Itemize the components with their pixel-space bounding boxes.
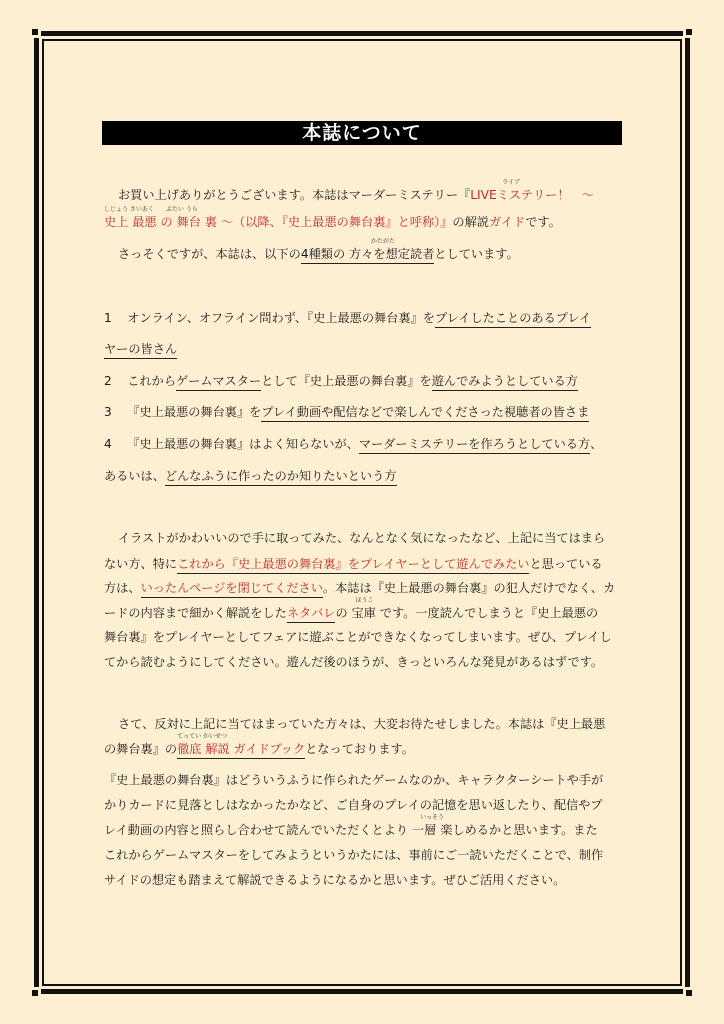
list-item-3: 3 『史上最悪の舞台裏』をプレイ動画や配信などで楽しんでくださった視聴者の皆さま: [104, 404, 589, 420]
list-item-4: 4 『史上最悪の舞台裏』はよく知らないが、マーダーミステリーを作ろうとしている方、: [104, 436, 602, 452]
closing-line-5: いっそう レイ動画の内容と照らし合わせて読んでいただくとより 一層 楽しめるかと思います。また: [104, 814, 598, 837]
frame-corner-top-left: [29, 26, 41, 38]
warning-line-4: ードの内容まで細かく解説をしたネタバレ ほうこ の 宝庫 です。一度読んでしまうと『史上最悪の: [104, 605, 598, 621]
list-item-1: 1 オンライン、オフライン問わず、『史上最悪の舞台裏』をプレイしたことのあるプレイ: [104, 310, 591, 326]
intro-line-2: しじょう さいあく ぶたい うら 史上 最悪 の 舞台 裏 〜（以降、『史上最悪の舞台裏』と呼称）』の解説ガイドです。: [104, 206, 561, 229]
warning-line-1: イラストがかわいいので手に取ってみた、なんとなく気になったなど、上記に当てはまら: [118, 531, 606, 545]
list-item-4-cont: あるいは、どんなふうに作ったのか知りたいという方: [104, 468, 397, 484]
frame-corner-bottom-left: [29, 987, 41, 999]
frame-corner-top-right: [683, 26, 695, 38]
closing-line-6: これからゲームマスターをしてみようというかたには、事前にご一読いただくことで、制作: [104, 848, 604, 862]
closing-line-3: 『史上最悪の舞台裏』はどういうふうに作られたゲームなのか、キャラクターシートや手が: [104, 773, 604, 787]
list-item-1-cont: ヤーの皆さん: [104, 341, 177, 357]
closing-line-2: の舞台裏』の てってい かいせつ 徹底 解説 ガイドブックとなっております。: [104, 741, 414, 757]
list-item-2: 2 これからゲームマスターとして『史上最悪の舞台裏』を遊んでみようとしている方: [104, 373, 578, 389]
closing-line-1: さて、反対に上記に当てはまっていた方々は、大変お待たせしました。本誌は『史上最悪: [118, 717, 606, 731]
intro-line-1: お買い上げありがとうございます。本誌はマーダーミステリー『 ライブ LIVEミステリー！ 〜: [118, 179, 594, 202]
warning-line-5: 舞台裏』をプレイヤーとしてフェアに遊ぶことができなくなってしまいます。ぜひ、プレイし: [104, 630, 612, 644]
page-title: 本誌について: [102, 121, 622, 145]
intro-line-3: さっそくですが、本誌は、以下の かたがた 4種類の 方々を想定読者としています。: [118, 246, 519, 262]
closing-line-4: かりカードに見落としはなかったかなど、ご自身のプレイの記憶を思い返したり、配信やプ: [104, 798, 603, 812]
closing-line-7: サイドの想定も踏まえて解説できるようになるかと思います。ぜひご活用ください。: [104, 873, 566, 887]
page-frame-inner: [42, 39, 682, 986]
warning-line-6: てから読むようにしてください。遊んだ後のほうが、きっといろんな発見があるはずです。: [104, 655, 604, 669]
warning-line-2: ない方、特にこれから『史上最悪の舞台裏』をプレイヤーとして遊んでみたいと思っている: [104, 556, 603, 572]
warning-line-3: 方は、いったんページを閉じてください。本誌は『史上最悪の舞台裏』の犯人だけでなく、カ: [104, 580, 615, 596]
frame-corner-bottom-right: [683, 987, 695, 999]
